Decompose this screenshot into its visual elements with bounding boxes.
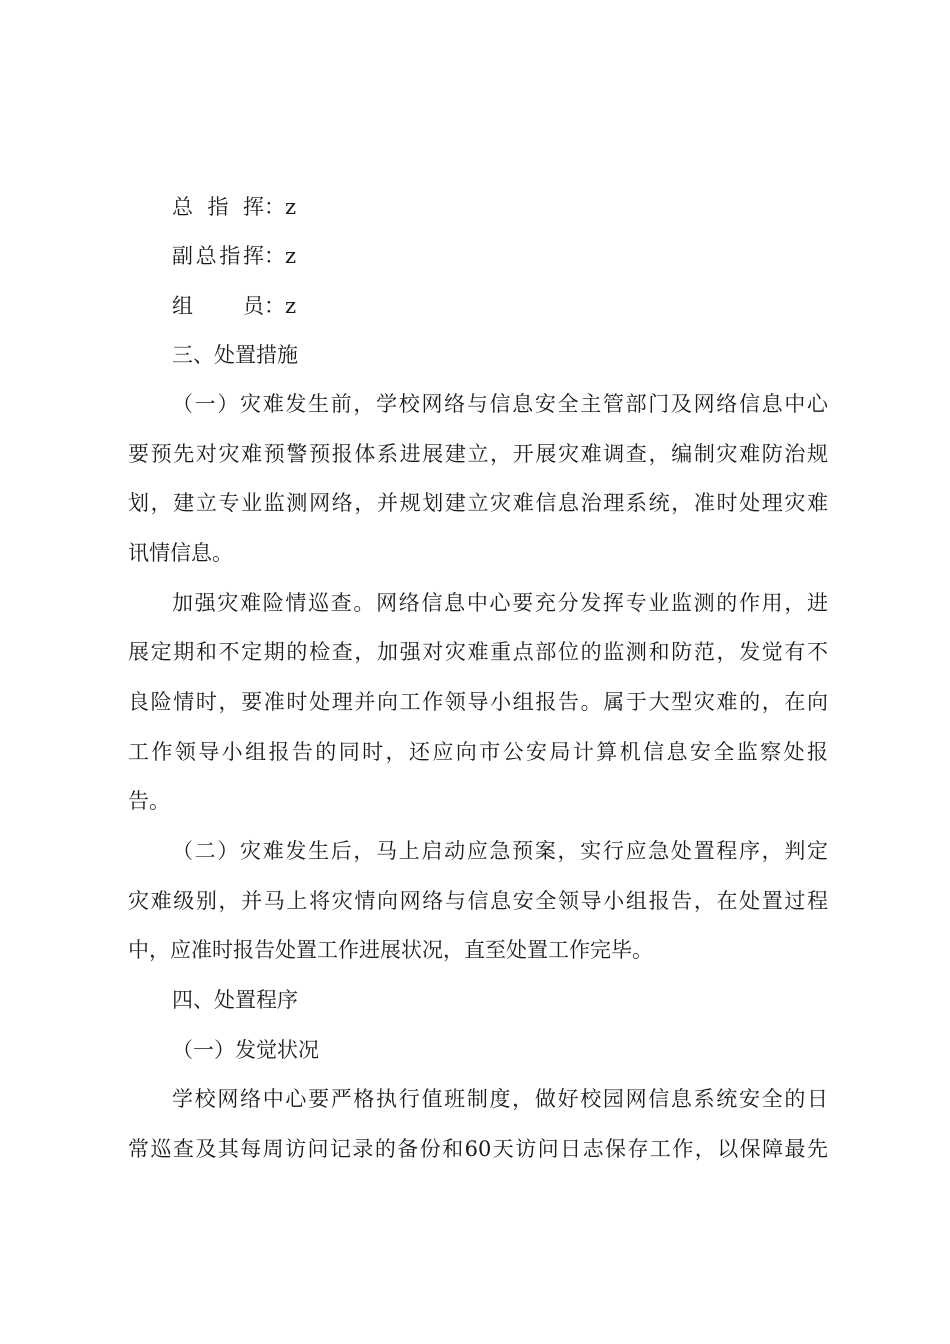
roster-separator: ： [264, 195, 285, 219]
roster-label: 组 员 [172, 294, 264, 318]
paragraph-line: 良险情时，要准时处理并向工作领导小组报告。属于大型灾难的，在向 [128, 690, 828, 714]
section-heading: 三、处置措施 [172, 343, 298, 367]
paragraph-line: 工作领导小组报告的同时，还应向市公安局计算机信息安全监察处报 [128, 740, 828, 764]
paragraph-line: 中，应准时报告处置工作进展状况，直至处置工作完毕。 [128, 938, 653, 962]
paragraph-line: （二）灾难发生后，马上启动应急预案，实行应急处置程序，判定 [172, 839, 828, 863]
paragraph-line: 告。 [128, 789, 170, 813]
roster-chief-commander [172, 192, 872, 222]
roster-label: 总 指 挥 [172, 195, 264, 219]
paragraph-line: 要预先对灾难预警预报体系进展建立，开展灾难调查，编制灾难防治规 [128, 442, 828, 466]
roster-value: z [285, 294, 297, 318]
section-heading: 四、处置程序 [172, 988, 298, 1012]
roster-value: z [285, 195, 297, 219]
roster-value: z [285, 244, 297, 268]
roster-deputy-commander [172, 241, 872, 271]
paragraph-line: 加强灾难险情巡查。网络信息中心要充分发挥专业监测的作用，进 [172, 591, 828, 615]
paragraph-line: 讯情信息。 [128, 541, 233, 565]
paragraph-line: （一）灾难发生前，学校网络与信息安全主管部门及网络信息中心 [172, 392, 828, 416]
paragraph-line: 常巡查及其每周访问记录的备份和60天访问日志保存工作，以保障最先 [128, 1137, 828, 1161]
roster-separator: ： [264, 244, 285, 268]
roster-members [172, 291, 872, 321]
paragraph-line: 展定期和不定期的检查，加强对灾难重点部位的监测和防范，发觉有不 [128, 640, 828, 664]
paragraph-line: 划，建立专业监测网络，并规划建立灾难信息治理系统，准时处理灾难 [128, 491, 828, 515]
subsection-heading: （一）发觉状况 [172, 1038, 319, 1062]
roster-separator: ： [264, 294, 285, 318]
paragraph-line: 学校网络中心要严格执行值班制度，做好校园网信息系统安全的日 [172, 1087, 828, 1111]
roster-label: 副总指挥 [172, 244, 264, 268]
paragraph-line: 灾难级别，并马上将灾情向网络与信息安全领导小组报告，在处置过程 [128, 889, 828, 913]
